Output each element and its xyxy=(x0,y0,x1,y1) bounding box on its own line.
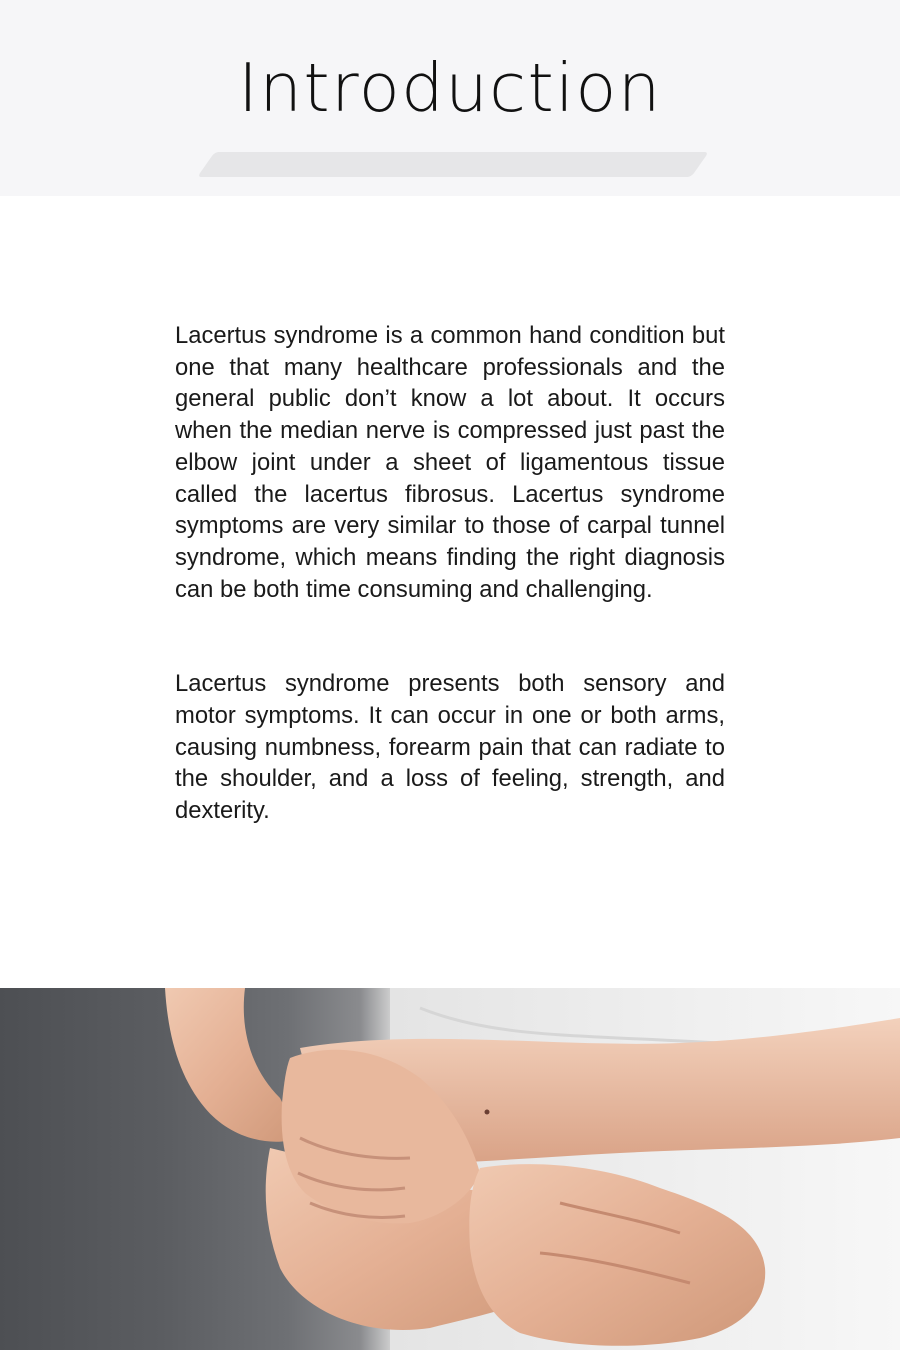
title-highlight-stroke xyxy=(197,152,709,177)
title-block xyxy=(0,48,900,138)
paragraph-symptoms: Lacertus syndrome presents both sensory and motor symptoms. It can occur in one or both arms, causing numbness, forearm pain that can radiate to the shoulder, and a loss of feeling, strength, and dexterity. xyxy=(175,670,725,825)
header-band xyxy=(0,0,900,196)
hand-gripping-forearm-image xyxy=(0,988,900,1350)
paragraph-definition: Lacertus syndrome is a common hand condition but one that many healthcare professionals and the general public don’t know a lot about. It occurs when the median nerve is compressed just past the elbow joint under a sheet of ligamentous tissue called the lacertus fibrosus. Lacertus syndrome symptoms are very similar to those of carpal tunnel syndrome, which means finding the right diagnosis can be both time consuming and challenging. xyxy=(175,322,725,603)
forearm-photo xyxy=(0,988,900,1350)
intro-text xyxy=(175,320,725,827)
page-title: Introduction xyxy=(238,49,662,127)
